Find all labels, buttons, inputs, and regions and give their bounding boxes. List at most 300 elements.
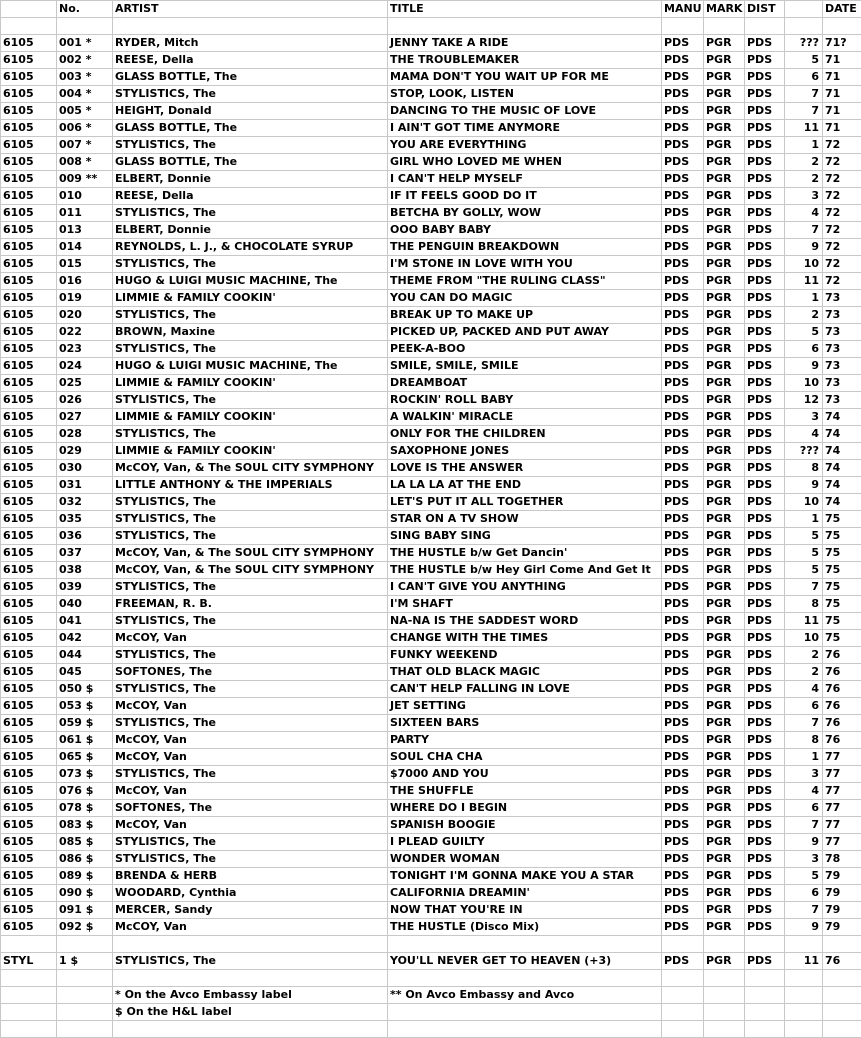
cell-dist: PDS: [745, 511, 785, 528]
cell-manu: PDS: [662, 392, 704, 409]
cell-mark: PGR: [704, 511, 745, 528]
cell-mark: PGR: [704, 698, 745, 715]
cell-mark: PGR: [704, 681, 745, 698]
cell-manu: PDS: [662, 732, 704, 749]
cell-manu: PDS: [662, 868, 704, 885]
cell-manu: PDS: [662, 358, 704, 375]
cell-catalog: 6105: [1, 426, 57, 443]
cell-year: 74: [823, 409, 861, 426]
cell-mark: PGR: [704, 443, 745, 460]
cell-catalog: 6105: [1, 239, 57, 256]
cell-artist: GLASS BOTTLE, The: [113, 154, 388, 171]
cell-title: I'M STONE IN LOVE WITH YOU: [388, 256, 662, 273]
table-row: [1, 392, 861, 409]
cell-title: I AIN'T GOT TIME ANYMORE: [388, 120, 662, 137]
cell-mark: PGR: [704, 766, 745, 783]
cell-year: 74: [823, 494, 861, 511]
cell-catalog: 6105: [1, 681, 57, 698]
cell-catalog: 6105: [1, 749, 57, 766]
cell-mark: PGR: [704, 562, 745, 579]
cell-number: 020: [57, 307, 113, 324]
cell-artist: STYLISTICS, The: [113, 86, 388, 103]
cell-manu: PDS: [662, 953, 704, 970]
cell-number: 042: [57, 630, 113, 647]
cell-mark: PGR: [704, 392, 745, 409]
cell-dist: PDS: [745, 868, 785, 885]
table-row: [1, 834, 861, 851]
cell-mark: PGR: [704, 35, 745, 52]
cell-artist: MERCER, Sandy: [113, 902, 388, 919]
cell-month: 7: [785, 817, 823, 834]
table-row: [1, 919, 861, 936]
cell-mark: PGR: [704, 222, 745, 239]
cell-year: 71?: [823, 35, 861, 52]
cell-number: 092 $: [57, 919, 113, 936]
cell-month: 8: [785, 732, 823, 749]
table-row: [1, 358, 861, 375]
cell-title: CALIFORNIA DREAMIN': [388, 885, 662, 902]
cell-catalog: 6105: [1, 103, 57, 120]
cell-title: SOUL CHA CHA: [388, 749, 662, 766]
cell-month: [785, 1004, 823, 1021]
cell-mark: PGR: [704, 800, 745, 817]
cell-title: I CAN'T GIVE YOU ANYTHING: [388, 579, 662, 596]
header-cell-artist: ARTIST: [113, 1, 388, 18]
cell-number: 038: [57, 562, 113, 579]
cell-number: 086 $: [57, 851, 113, 868]
table-row: [1, 239, 861, 256]
cell-title: WHERE DO I BEGIN: [388, 800, 662, 817]
table-row: [1, 86, 861, 103]
cell-dist: PDS: [745, 953, 785, 970]
table-row: [1, 987, 861, 1004]
cell-dist: PDS: [745, 494, 785, 511]
cell-year: 74: [823, 443, 861, 460]
cell-year: 76: [823, 732, 861, 749]
cell-catalog: 6105: [1, 477, 57, 494]
cell-year: 71: [823, 120, 861, 137]
cell-year: 75: [823, 511, 861, 528]
cell-catalog: 6105: [1, 188, 57, 205]
cell-month: 5: [785, 528, 823, 545]
cell-catalog: 6105: [1, 171, 57, 188]
table-row: [1, 494, 861, 511]
cell-number: 053 $: [57, 698, 113, 715]
cell-month: 12: [785, 392, 823, 409]
cell-month: 2: [785, 307, 823, 324]
cell-month: 2: [785, 171, 823, 188]
cell-title: PARTY: [388, 732, 662, 749]
cell-title: DREAMBOAT: [388, 375, 662, 392]
cell-title: [388, 936, 662, 953]
cell-month: 6: [785, 341, 823, 358]
cell-artist: STYLISTICS, The: [113, 426, 388, 443]
cell-dist: PDS: [745, 120, 785, 137]
cell-dist: PDS: [745, 783, 785, 800]
cell-title: CAN'T HELP FALLING IN LOVE: [388, 681, 662, 698]
cell-manu: PDS: [662, 834, 704, 851]
cell-artist: STYLISTICS, The: [113, 647, 388, 664]
cell-mark: PGR: [704, 885, 745, 902]
table-row: [1, 137, 861, 154]
cell-mark: PGR: [704, 902, 745, 919]
cell-manu: PDS: [662, 188, 704, 205]
cell-dist: PDS: [745, 579, 785, 596]
cell-artist: STYLISTICS, The: [113, 137, 388, 154]
cell-mark: [704, 1021, 745, 1038]
cell-artist: STYLISTICS, The: [113, 715, 388, 732]
cell-catalog: 6105: [1, 35, 57, 52]
cell-number: 011: [57, 205, 113, 222]
cell-artist: McCOY, Van, & The SOUL CITY SYMPHONY: [113, 460, 388, 477]
cell-year: 77: [823, 800, 861, 817]
cell-month: 3: [785, 188, 823, 205]
cell-month: 10: [785, 494, 823, 511]
table-row: [1, 307, 861, 324]
table-row: [1, 341, 861, 358]
cell-number: [57, 1021, 113, 1038]
cell-mark: PGR: [704, 86, 745, 103]
cell-manu: PDS: [662, 630, 704, 647]
cell-number: 061 $: [57, 732, 113, 749]
cell-catalog: 6105: [1, 596, 57, 613]
table-row: [1, 885, 861, 902]
cell-mark: PGR: [704, 851, 745, 868]
cell-number: 089 $: [57, 868, 113, 885]
cell-manu: PDS: [662, 426, 704, 443]
cell-year: 72: [823, 273, 861, 290]
cell-year: 77: [823, 766, 861, 783]
cell-title: THE HUSTLE b/w Get Dancin': [388, 545, 662, 562]
cell-year: [823, 970, 861, 987]
cell-manu: PDS: [662, 222, 704, 239]
cell-year: 77: [823, 834, 861, 851]
cell-catalog: 6105: [1, 919, 57, 936]
cell-catalog: 6105: [1, 851, 57, 868]
cell-year: 76: [823, 681, 861, 698]
cell-title: PEEK-A-BOO: [388, 341, 662, 358]
cell-number: 083 $: [57, 817, 113, 834]
cell-catalog: 6105: [1, 511, 57, 528]
cell-artist: LIMMIE & FAMILY COOKIN': [113, 375, 388, 392]
cell-number: 026: [57, 392, 113, 409]
cell-manu: PDS: [662, 477, 704, 494]
cell-dist: PDS: [745, 205, 785, 222]
cell-year: 75: [823, 596, 861, 613]
cell-title: A WALKIN' MIRACLE: [388, 409, 662, 426]
cell-manu: [662, 987, 704, 1004]
cell-month: 10: [785, 630, 823, 647]
table-row: [1, 52, 861, 69]
table-row: [1, 698, 861, 715]
cell-catalog: 6105: [1, 630, 57, 647]
cell-title: ** On Avco Embassy and Avco: [388, 987, 662, 1004]
table-row: [1, 443, 861, 460]
cell-artist: STYLISTICS, The: [113, 528, 388, 545]
table-row: [1, 562, 861, 579]
table-row: [1, 290, 861, 307]
cell-artist: McCOY, Van: [113, 783, 388, 800]
cell-artist: STYLISTICS, The: [113, 256, 388, 273]
cell-title: THE HUSTLE b/w Hey Girl Come And Get It: [388, 562, 662, 579]
cell-catalog: 6105: [1, 868, 57, 885]
cell-year: 75: [823, 613, 861, 630]
cell-artist: McCOY, Van, & The SOUL CITY SYMPHONY: [113, 545, 388, 562]
cell-catalog: 6105: [1, 69, 57, 86]
cell-artist: [113, 1021, 388, 1038]
cell-month: 3: [785, 851, 823, 868]
cell-manu: PDS: [662, 749, 704, 766]
cell-catalog: 6105: [1, 205, 57, 222]
cell-number: 013: [57, 222, 113, 239]
cell-artist: McCOY, Van: [113, 817, 388, 834]
cell-number: [57, 970, 113, 987]
cell-month: 8: [785, 460, 823, 477]
cell-number: 014: [57, 239, 113, 256]
cell-dist: PDS: [745, 664, 785, 681]
cell-catalog: 6105: [1, 137, 57, 154]
cell-year: 72: [823, 205, 861, 222]
cell-mark: [704, 1004, 745, 1021]
cell-dist: PDS: [745, 273, 785, 290]
cell-month: 6: [785, 69, 823, 86]
cell-artist: LIMMIE & FAMILY COOKIN': [113, 409, 388, 426]
cell-month: 7: [785, 579, 823, 596]
cell-number: 045: [57, 664, 113, 681]
cell-mark: PGR: [704, 613, 745, 630]
cell-artist: McCOY, Van: [113, 630, 388, 647]
cell-manu: PDS: [662, 273, 704, 290]
cell-year: 77: [823, 749, 861, 766]
cell-year: 75: [823, 545, 861, 562]
cell-manu: PDS: [662, 817, 704, 834]
cell-manu: PDS: [662, 579, 704, 596]
cell-month: 11: [785, 613, 823, 630]
table-row: [1, 18, 861, 35]
cell-dist: PDS: [745, 885, 785, 902]
cell-catalog: 6105: [1, 902, 57, 919]
cell-manu: PDS: [662, 52, 704, 69]
cell-manu: PDS: [662, 562, 704, 579]
cell-artist: STYLISTICS, The: [113, 205, 388, 222]
cell-mark: PGR: [704, 409, 745, 426]
cell-artist: GLASS BOTTLE, The: [113, 69, 388, 86]
cell-mark: PGR: [704, 596, 745, 613]
cell-year: 76: [823, 664, 861, 681]
cell-year: 74: [823, 426, 861, 443]
cell-artist: STYLISTICS, The: [113, 392, 388, 409]
cell-title: PICKED UP, PACKED AND PUT AWAY: [388, 324, 662, 341]
cell-month: 9: [785, 239, 823, 256]
cell-manu: PDS: [662, 851, 704, 868]
cell-manu: PDS: [662, 137, 704, 154]
cell-year: 73: [823, 375, 861, 392]
cell-dist: PDS: [745, 528, 785, 545]
cell-year: 79: [823, 868, 861, 885]
cell-dist: PDS: [745, 477, 785, 494]
cell-title: BETCHA BY GOLLY, WOW: [388, 205, 662, 222]
table-row: [1, 902, 861, 919]
cell-mark: PGR: [704, 256, 745, 273]
cell-catalog: [1, 1021, 57, 1038]
cell-catalog: 6105: [1, 86, 57, 103]
cell-year: 72: [823, 188, 861, 205]
cell-artist: WOODARD, Cynthia: [113, 885, 388, 902]
cell-dist: PDS: [745, 69, 785, 86]
table-row: [1, 324, 861, 341]
cell-year: 79: [823, 885, 861, 902]
cell-manu: PDS: [662, 664, 704, 681]
cell-number: 027: [57, 409, 113, 426]
table-row: [1, 103, 861, 120]
cell-title: BREAK UP TO MAKE UP: [388, 307, 662, 324]
cell-year: 78: [823, 851, 861, 868]
cell-catalog: 6105: [1, 834, 57, 851]
cell-number: 001 *: [57, 35, 113, 52]
cell-dist: PDS: [745, 902, 785, 919]
header-cell-date: DATE: [823, 1, 861, 18]
cell-number: 025: [57, 375, 113, 392]
cell-catalog: 6105: [1, 715, 57, 732]
cell-month: 9: [785, 834, 823, 851]
cell-title: I PLEAD GUILTY: [388, 834, 662, 851]
cell-mark: [704, 936, 745, 953]
cell-artist: REESE, Della: [113, 52, 388, 69]
cell-dist: PDS: [745, 137, 785, 154]
cell-artist: LIMMIE & FAMILY COOKIN': [113, 443, 388, 460]
cell-catalog: 6105: [1, 222, 57, 239]
cell-manu: PDS: [662, 341, 704, 358]
cell-title: [388, 1004, 662, 1021]
table-row: [1, 817, 861, 834]
cell-catalog: 6105: [1, 613, 57, 630]
cell-month: 5: [785, 52, 823, 69]
cell-dist: PDS: [745, 715, 785, 732]
table-row: [1, 596, 861, 613]
cell-year: [823, 987, 861, 1004]
cell-number: 031: [57, 477, 113, 494]
cell-dist: [745, 936, 785, 953]
cell-dist: PDS: [745, 171, 785, 188]
table-row: [1, 69, 861, 86]
cell-manu: PDS: [662, 766, 704, 783]
table-row: [1, 35, 861, 52]
cell-year: [823, 1004, 861, 1021]
table-row: [1, 511, 861, 528]
cell-manu: PDS: [662, 307, 704, 324]
cell-year: 77: [823, 817, 861, 834]
cell-title: LET'S PUT IT ALL TOGETHER: [388, 494, 662, 511]
cell-month: 3: [785, 766, 823, 783]
cell-manu: PDS: [662, 613, 704, 630]
cell-title: YOU CAN DO MAGIC: [388, 290, 662, 307]
cell-month: 11: [785, 953, 823, 970]
cell-month: 10: [785, 375, 823, 392]
cell-artist: HUGO & LUIGI MUSIC MACHINE, The: [113, 358, 388, 375]
cell-number: 009 **: [57, 171, 113, 188]
cell-month: 4: [785, 783, 823, 800]
cell-number: [57, 1004, 113, 1021]
cell-catalog: 6105: [1, 154, 57, 171]
table-row: [1, 630, 861, 647]
cell-mark: PGR: [704, 630, 745, 647]
cell-month: 1: [785, 137, 823, 154]
cell-mark: PGR: [704, 103, 745, 120]
cell-number: 073 $: [57, 766, 113, 783]
cell-month: 4: [785, 681, 823, 698]
cell-title: I CAN'T HELP MYSELF: [388, 171, 662, 188]
cell-number: 044: [57, 647, 113, 664]
cell-artist: McCOY, Van: [113, 919, 388, 936]
cell-title: SPANISH BOOGIE: [388, 817, 662, 834]
cell-number: 078 $: [57, 800, 113, 817]
cell-mark: [704, 18, 745, 35]
cell-mark: PGR: [704, 290, 745, 307]
cell-month: 5: [785, 562, 823, 579]
cell-mark: PGR: [704, 460, 745, 477]
cell-manu: PDS: [662, 171, 704, 188]
cell-month: 6: [785, 800, 823, 817]
cell-manu: PDS: [662, 494, 704, 511]
cell-year: 73: [823, 324, 861, 341]
cell-manu: PDS: [662, 460, 704, 477]
cell-title: THE PENGUIN BREAKDOWN: [388, 239, 662, 256]
cell-dist: PDS: [745, 341, 785, 358]
cell-mark: PGR: [704, 426, 745, 443]
table-row: [1, 664, 861, 681]
cell-number: 005 *: [57, 103, 113, 120]
cell-month: [785, 970, 823, 987]
cell-dist: PDS: [745, 766, 785, 783]
cell-mark: PGR: [704, 783, 745, 800]
cell-month: 1: [785, 749, 823, 766]
cell-dist: PDS: [745, 290, 785, 307]
cell-title: [388, 970, 662, 987]
cell-catalog: [1, 18, 57, 35]
table-row: [1, 953, 861, 970]
cell-number: 050 $: [57, 681, 113, 698]
cell-number: 023: [57, 341, 113, 358]
cell-manu: PDS: [662, 596, 704, 613]
cell-number: 085 $: [57, 834, 113, 851]
cell-month: 4: [785, 205, 823, 222]
cell-year: 72: [823, 171, 861, 188]
cell-catalog: 6105: [1, 375, 57, 392]
header-cell-dist: DIST: [745, 1, 785, 18]
cell-catalog: 6105: [1, 443, 57, 460]
cell-dist: PDS: [745, 154, 785, 171]
table-row: [1, 749, 861, 766]
cell-artist: REESE, Della: [113, 188, 388, 205]
cell-artist: FREEMAN, R. B.: [113, 596, 388, 613]
cell-mark: PGR: [704, 69, 745, 86]
cell-catalog: [1, 970, 57, 987]
cell-manu: [662, 936, 704, 953]
table-row: [1, 477, 861, 494]
cell-mark: PGR: [704, 188, 745, 205]
cell-month: 6: [785, 885, 823, 902]
cell-month: ???: [785, 35, 823, 52]
table-row: [1, 409, 861, 426]
cell-year: 71: [823, 69, 861, 86]
cell-dist: [745, 987, 785, 1004]
cell-artist: McCOY, Van, & The SOUL CITY SYMPHONY: [113, 562, 388, 579]
table-row: [1, 1021, 861, 1038]
cell-mark: PGR: [704, 664, 745, 681]
cell-catalog: [1, 936, 57, 953]
table-row: [1, 1004, 861, 1021]
cell-manu: PDS: [662, 86, 704, 103]
